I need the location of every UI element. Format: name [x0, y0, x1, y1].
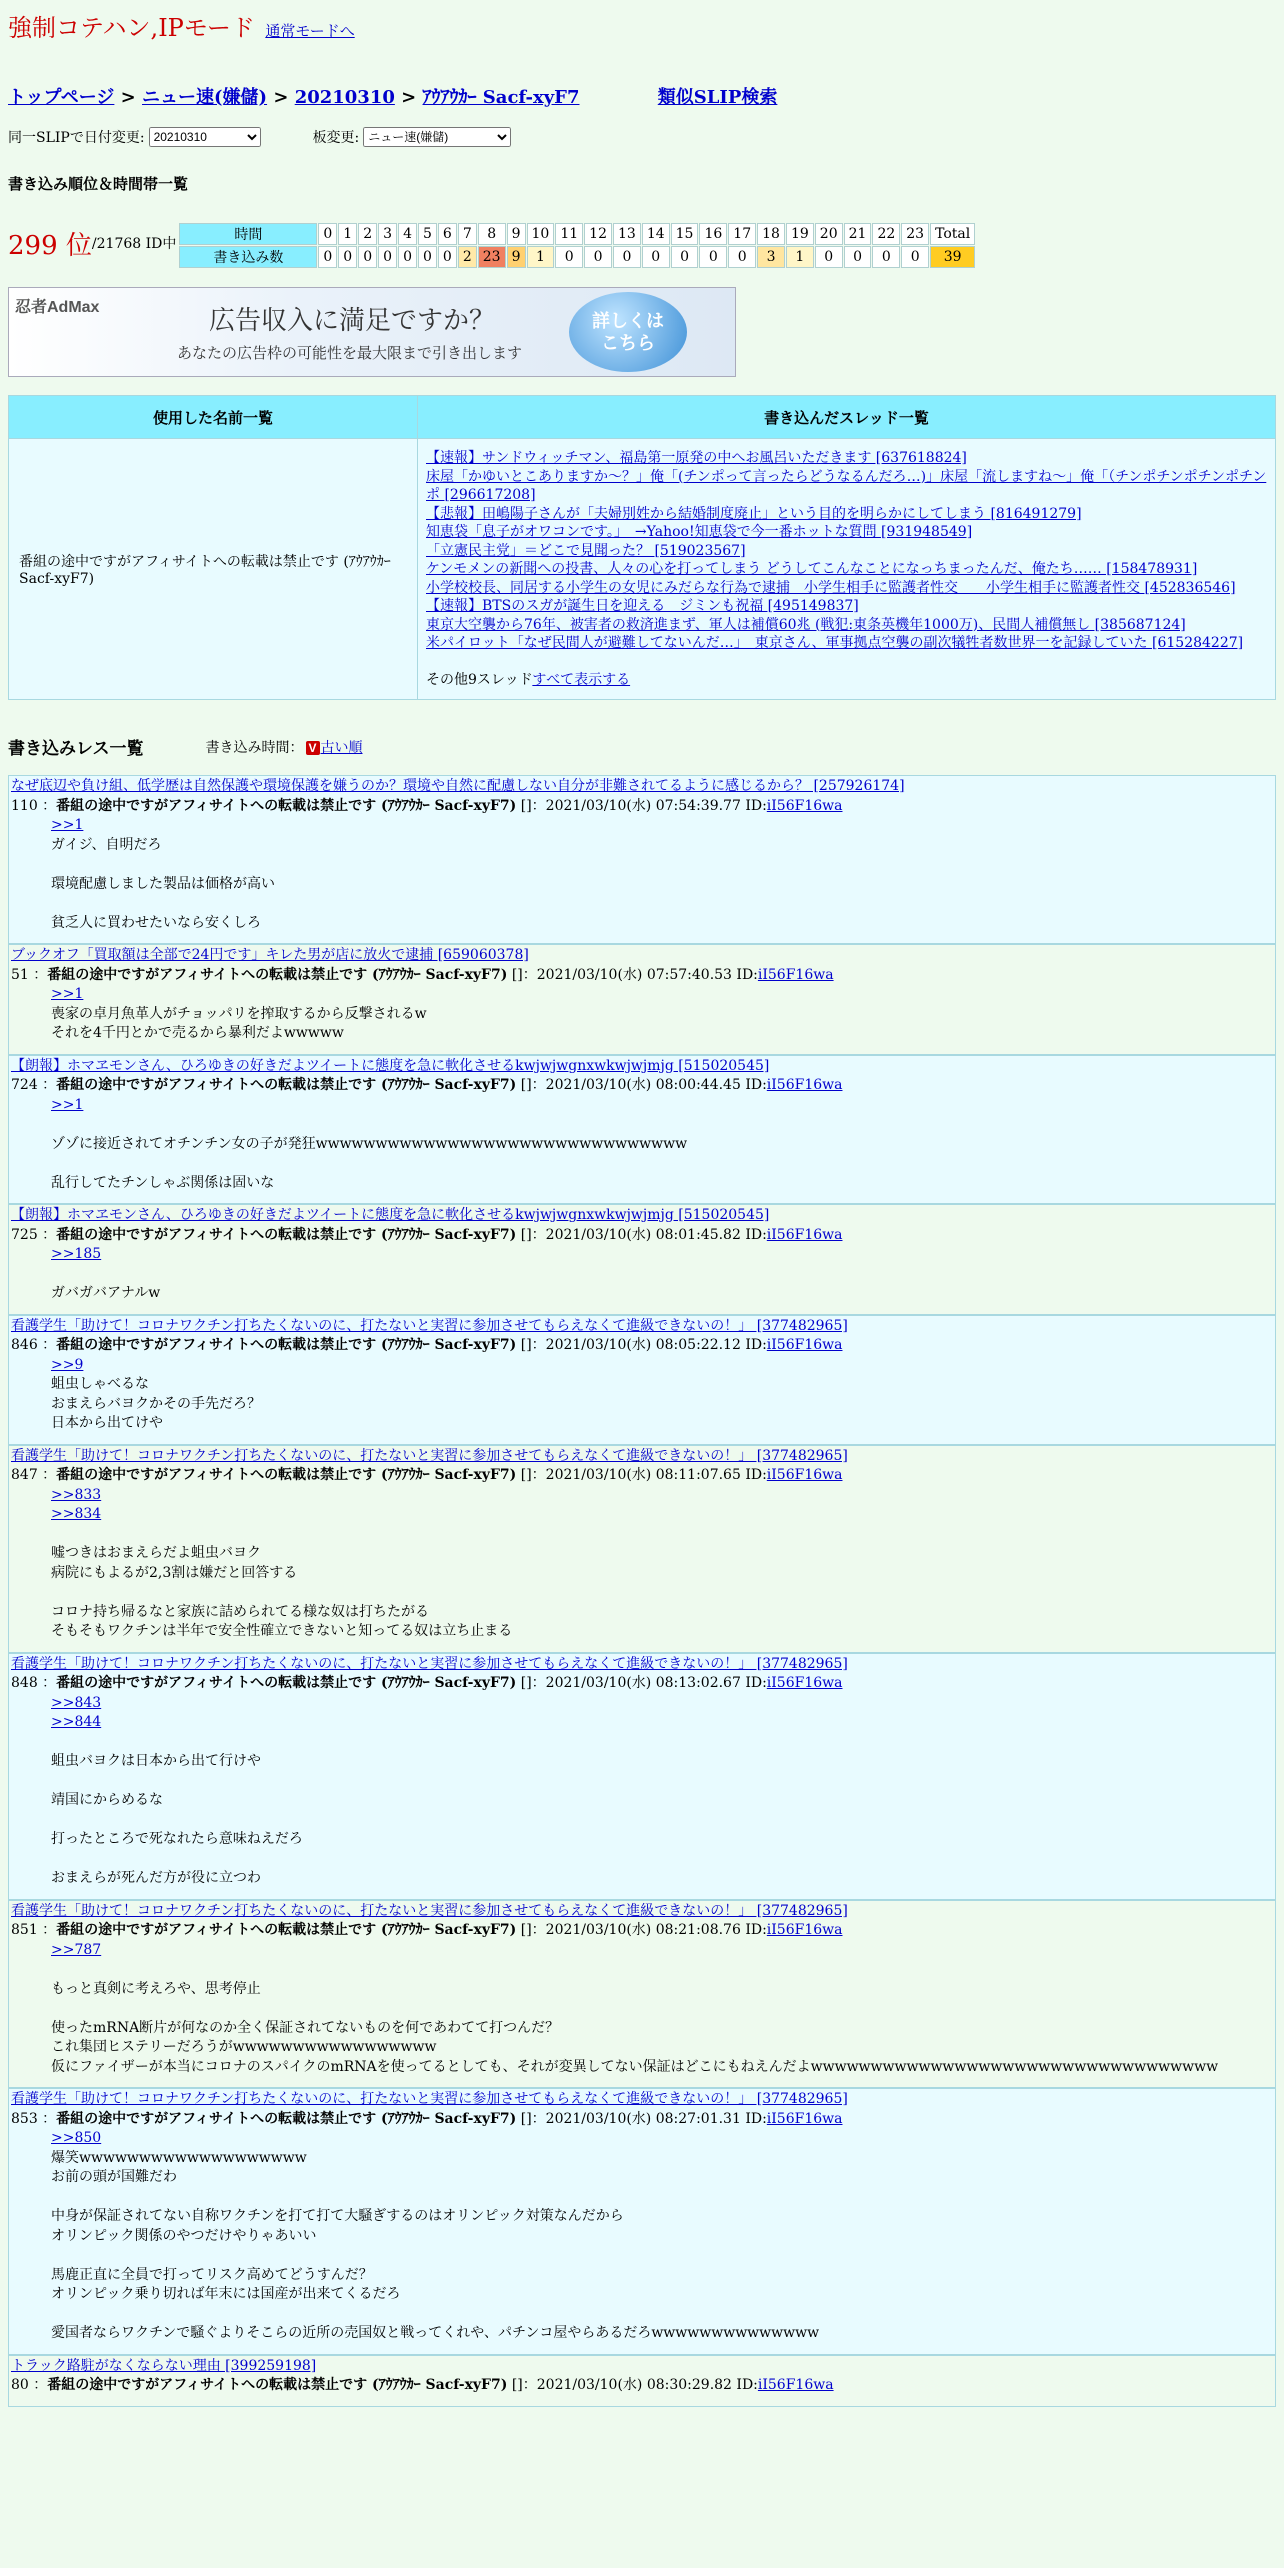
responses-heading: 書き込みレス一覧 [8, 739, 144, 759]
post-id-link[interactable]: iI56F16wa [757, 2377, 834, 2393]
hours-row [179, 223, 975, 245]
breadcrumb-sep: > [267, 87, 295, 108]
post [8, 775, 1276, 944]
rank-box [8, 222, 178, 264]
post [8, 2355, 1276, 2407]
hour-cell: 13 [613, 223, 641, 245]
post-body [51, 1245, 1273, 1304]
post-meta [11, 966, 1273, 986]
post-body [51, 816, 1273, 933]
post-thread-link[interactable]: なぜ底辺や負け組、低学歴は自然保護や環境保護を嫌うのか？環境や自然に配慮しない自分が非難されてるように感じるから？ [257926174] [11, 778, 905, 794]
post [8, 1900, 1276, 2089]
date-select[interactable] [149, 127, 261, 147]
hour-cell: 17 [728, 223, 756, 245]
post-name: 番組の途中ですがアフィサイトへの転載は禁止です (ｱｳｱｳｶｰ Sacf-xyF7) [56, 1675, 517, 1691]
post-text: 喪家の卓月魚革人がチョッパリを搾取するから反撃されるw それを4千円とかで売るから暴利だよwwwww [51, 1005, 427, 1041]
count-cell: 2 [458, 246, 477, 268]
reply-anchor-link[interactable]: >>834 [51, 1506, 102, 1522]
similar-slip-search-link[interactable]: 類似SLIP検索 [657, 87, 778, 108]
post-meta [11, 1336, 1273, 1356]
reply-anchor [51, 1356, 1273, 1376]
count-cell: 0 [338, 246, 357, 268]
count-cell: 39 [930, 246, 975, 268]
post-id-link[interactable]: iI56F16wa [766, 1337, 843, 1353]
post [8, 1204, 1276, 1315]
hour-cell: 20 [815, 223, 843, 245]
thread-item [426, 579, 1267, 598]
count-cell: 0 [901, 246, 929, 268]
hour-cell: 3 [378, 223, 397, 245]
hour-cell: 18 [757, 223, 785, 245]
count-cell: 0 [378, 246, 397, 268]
breadcrumb-board[interactable]: ニュー速(嫌儲) [142, 87, 268, 108]
count-cell: 1 [527, 246, 555, 268]
post-thread [11, 1655, 1273, 1675]
hour-cell: 1 [338, 223, 357, 245]
post-text: もっと真剣に考えろや、思考停止 使ったmRNA断片が何なのか全く保証されてないものを何であわてて打つんだ？ これ集団ヒステリーだろうがwwwwwwwwwwwwwwwww 仮にファイザーが本当にコロナのスパイクのmRNAを使ってるとしても、それが変異してない保証はどこにもねえんだよwwwwwwwwwwwwwwwwwwwwwwwwwwwwwwwwww [51, 1980, 1219, 2075]
thread-item [426, 560, 1267, 579]
date-change-label: 同一SLIPで日付変更: [8, 130, 145, 146]
rank-total: /21768 ID中 [91, 236, 177, 252]
count-cell: 3 [757, 246, 785, 268]
post-number: 848 ： [11, 1675, 57, 1691]
post-thread [11, 1317, 1273, 1337]
select-row [8, 127, 1276, 147]
breadcrumb [8, 83, 1276, 109]
count-cell: 0 [584, 246, 612, 268]
post-body [51, 1096, 1273, 1194]
count-cell: 0 [642, 246, 670, 268]
post-meta [11, 2110, 1273, 2130]
post-date: []：2021/03/10(水) 07:54:39.77 ID: [520, 797, 767, 814]
hour-cell: 23 [901, 223, 929, 245]
reply-anchor-link[interactable]: >>787 [51, 1941, 102, 1958]
thread-item [426, 449, 1267, 468]
post-meta [11, 1226, 1273, 1246]
thread-link[interactable]: 小学校校長、同居する小学生の女児にみだらな行為で逮捕 小学生相手に監護者性交 小学生相手に監護者性交 [452836546] [426, 579, 1236, 596]
post-body [51, 2129, 1273, 2344]
post-name: 番組の途中ですがアフィサイトへの転載は禁止です (ｱｳｱｳｶｰ Sacf-xyF7) [56, 797, 517, 814]
post-name: 番組の途中ですがアフィサイトへの転載は禁止です (ｱｳｱｳｶｰ Sacf-xyF7) [56, 2110, 517, 2127]
reply-anchor-link[interactable]: >>843 [51, 1694, 102, 1711]
count-cell: 0 [872, 246, 900, 268]
count-cell: 0 [398, 246, 417, 268]
count-cell: 0 [438, 246, 457, 268]
post-name: 番組の途中ですがアフィサイトへの転載は禁止です (ｱｳｱｳｶｰ Sacf-xyF7) [56, 1922, 517, 1938]
ad-details-label: 詳しくは こちら [592, 311, 664, 353]
sort-order-icon[interactable]: V [306, 741, 320, 755]
breadcrumb-slip[interactable]: ｱｳｱｳｶｰ Sacf-xyF7 [422, 87, 580, 108]
count-cell: 0 [699, 246, 727, 268]
hour-cell: Total [930, 223, 975, 245]
count-cell: 0 [728, 246, 756, 268]
thread-link[interactable]: 知恵袋「息子がオワコンです。」 →Yahoo!知恵袋で今一番ホットな質問 [931948549] [426, 524, 973, 540]
thread-item [426, 634, 1267, 653]
hour-cell: 12 [584, 223, 612, 245]
post-name: 番組の途中ですがアフィサイトへの転載は禁止です (ｱｳｱｳｶｰ Sacf-xyF7) [56, 1467, 517, 1483]
post-thread [11, 1057, 1273, 1077]
post-text: 蛆虫バヨクは日本から出て行けや 靖国にからめるな 打ったところで死なれたら意味ねえだろ おまえらが死んだ方が役に立つわ [51, 1753, 303, 1886]
reply-anchor-link[interactable]: >>844 [51, 1714, 102, 1730]
post-name: 番組の途中ですがアフィサイトへの転載は禁止です (ｱｳｱｳｶｰ Sacf-xyF7) [47, 966, 508, 983]
post [8, 1445, 1276, 1653]
sort-oldest-link[interactable]: 古い順 [320, 739, 363, 756]
post-thread [11, 1902, 1273, 1922]
post-thread-link[interactable]: 看護学生「助けて！コロナワクチン打ちたくないのに、打たないと実習に参加させてもらえなくて進級できないの！」 [377482965] [11, 1655, 848, 1672]
post-number: 725 ： [11, 1226, 57, 1243]
thread-item [426, 505, 1267, 524]
post-thread-link[interactable]: 看護学生「助けて！コロナワクチン打ちたくないのに、打たないと実習に参加させてもらえなくて進級できないの！」 [377482965] [11, 2091, 848, 2107]
board-select[interactable] [363, 127, 511, 147]
post [8, 1055, 1276, 1205]
post-date: []：2021/03/10(水) 07:57:40.53 ID: [511, 966, 758, 983]
post-text: 蛆虫しゃべるな おまえらバヨクかその手先だろ？ 日本から出てけや [51, 1376, 261, 1431]
names-column-header: 使用した名前一覧 [9, 396, 418, 439]
reply-anchor [51, 1245, 1273, 1265]
post-meta [11, 1076, 1273, 1096]
count-cell: 0 [671, 246, 699, 268]
responses-header [8, 734, 1276, 759]
post-name: 番組の途中ですがアフィサイトへの転載は禁止です (ｱｳｱｳｶｰ Sacf-xyF7) [56, 1077, 517, 1093]
post-name: 番組の途中ですがアフィサイトへの転載は禁止です (ｱｳｱｳｶｰ Sacf-xyF7) [56, 1337, 517, 1353]
thread-item [426, 468, 1267, 505]
post-thread-link[interactable]: トラック路駐がなくならない理由 [399259198] [11, 2357, 317, 2374]
thread-link[interactable]: ケンモメンの新聞への投書、人々の心を打ってしまう どうしてこんなことになっちまったんだ、俺たち…… [158478931] [426, 561, 1198, 577]
breadcrumb-date[interactable]: 20210310 [294, 87, 395, 108]
thread-item [426, 616, 1267, 635]
post-name: 番組の途中ですがアフィサイトへの転載は禁止です (ｱｳｱｳｶｰ Sacf-xyF7) [47, 2377, 508, 2393]
hour-cell: 16 [699, 223, 727, 245]
count-cell: 9 [507, 246, 526, 268]
posts-list [8, 775, 1276, 2407]
post-body [51, 1694, 1273, 1889]
post-text: ゾゾに接近されてオチンチン女の子が発狂wwwwwwwwwwwwwwwwwwwwwwwwwwwwwww 乱行してたチンしゃぶ関係は固いな [51, 1135, 688, 1191]
reply-anchor-link[interactable]: >>9 [51, 1356, 84, 1373]
hour-cell: 9 [507, 223, 526, 245]
reply-anchor [51, 1713, 1273, 1733]
post-body [51, 1356, 1273, 1434]
count-cell: 0 [358, 246, 377, 268]
names-threads-table [8, 395, 1276, 700]
post-date: []：2021/03/10(水) 08:27:01.31 ID: [520, 2110, 767, 2127]
mode-header [8, 8, 1276, 43]
post-thread-link[interactable]: ブックオフ「買取額は全部で24円です」キレた男が店に放火で逮捕 [659060378] [11, 947, 529, 963]
ad-logo: 忍者AdMax [15, 299, 100, 316]
hour-cell: 4 [398, 223, 417, 245]
post [8, 1653, 1276, 1900]
board-change-label: 板変更: [312, 130, 360, 146]
thread-link[interactable]: 米パイロット「なぜ民間人が避難してないんだ…」 東京さん、軍事拠点空襲の副次犠牲者数世界一を記録していた [615284227] [426, 635, 1244, 651]
thread-link[interactable]: 「立憲民主党」＝どこで見聞った？ [519023567] [426, 542, 746, 559]
hour-cell: 0 [318, 223, 337, 245]
reply-anchor [51, 1505, 1273, 1525]
threads-column-header: 書き込んだスレッド一覧 [418, 396, 1276, 439]
reply-anchor [51, 1096, 1273, 1116]
counts-row [179, 246, 975, 268]
post-id-link[interactable]: iI56F16wa [766, 1675, 843, 1691]
post-number: 110 ： [11, 797, 57, 814]
post-meta [11, 1466, 1273, 1486]
counts-row-label: 書き込み数 [179, 246, 317, 268]
sort-control [206, 737, 363, 757]
hour-cell: 7 [458, 223, 477, 245]
count-cell: 0 [815, 246, 843, 268]
hour-cell: 5 [418, 223, 437, 245]
post-date: []：2021/03/10(水) 08:13:02.67 ID: [520, 1675, 767, 1691]
hour-cell: 22 [872, 223, 900, 245]
post-body [51, 1486, 1273, 1642]
post-name: 番組の途中ですがアフィサイトへの転載は禁止です (ｱｳｱｳｶｰ Sacf-xyF7) [56, 1226, 517, 1243]
post-text: 嘘つきはおまえらだよ蛆虫バヨク 病院にもよるが2,3割は嫌だと回答する コロナ持ち帰るなと家族に詰められてる様な奴は打ちたがる そもそもワクチンは半年で安全性確立できないと知ってる奴は立ち止まる [51, 1545, 513, 1639]
used-name: 番組の途中ですがアフィサイトへの転載は禁止です (ｱｳｱｳｶｰ Sacf-xyF7) [9, 439, 418, 700]
post-date: []：2021/03/10(水) 08:01:45.82 ID: [520, 1226, 767, 1243]
reply-anchor-link[interactable]: >>833 [51, 1486, 102, 1503]
hourly-table [178, 222, 976, 269]
reply-anchor [51, 1486, 1273, 1506]
post-id-link[interactable]: iI56F16wa [766, 2110, 843, 2127]
breadcrumb-sep: > [114, 87, 143, 108]
mode-title: 強制コテハン,IPモード [8, 14, 255, 42]
count-cell: 0 [318, 246, 337, 268]
count-cell: 0 [844, 246, 872, 268]
reply-anchor [51, 816, 1273, 836]
post-thread [11, 2090, 1273, 2110]
count-cell: 0 [418, 246, 437, 268]
post-number: 846 ： [11, 1337, 57, 1353]
thread-links [426, 449, 1267, 653]
thread-item [426, 523, 1267, 542]
post-id-link[interactable]: iI56F16wa [766, 1467, 843, 1483]
post-body [51, 1941, 1273, 2078]
show-all-threads-link[interactable]: すべて表示する [532, 671, 631, 688]
reply-anchor [51, 1941, 1273, 1961]
post-id-link[interactable]: iI56F16wa [766, 1922, 843, 1938]
thread-list [418, 439, 1276, 700]
count-cell: 1 [786, 246, 814, 268]
post-meta [11, 1674, 1273, 1694]
post [8, 944, 1276, 1055]
normal-mode-link[interactable]: 通常モードへ [265, 22, 355, 40]
post-id-link[interactable]: iI56F16wa [757, 966, 834, 983]
post-meta [11, 2376, 1273, 2396]
post [8, 2088, 1276, 2355]
thread-link[interactable]: 【速報】BTSのスガが誕生日を迎える ジミンも祝福 [495149837] [426, 598, 859, 614]
count-cell: 0 [555, 246, 583, 268]
thread-item [426, 542, 1267, 561]
reply-anchor-link[interactable]: >>1 [51, 1096, 84, 1113]
hour-cell: 8 [478, 223, 506, 245]
ad-headline: 広告収入に満足ですか？ [209, 305, 496, 335]
thread-link[interactable]: 【悲報】田嶋陽子さんが「夫婦別姓から結婚制度廃止」という目的を明らかにしてしまう [816491279] [426, 505, 1082, 522]
post-id-link[interactable]: iI56F16wa [766, 797, 843, 814]
post-thread [11, 777, 1273, 797]
post-number: 80 ： [11, 2377, 48, 2393]
hour-cell: 21 [844, 223, 872, 245]
hour-cell: 19 [786, 223, 814, 245]
hour-cell: 10 [527, 223, 555, 245]
reply-anchor [51, 1694, 1273, 1714]
hours-row-label: 時間 [179, 223, 317, 245]
reply-anchor-link[interactable]: >>185 [51, 1246, 102, 1262]
post [8, 1315, 1276, 1445]
post-date: []：2021/03/10(水) 08:05:22.12 ID: [520, 1337, 767, 1353]
other-threads [426, 671, 1267, 690]
hour-cell: 14 [642, 223, 670, 245]
hour-cell: 2 [358, 223, 377, 245]
hour-cell: 6 [438, 223, 457, 245]
post-id-link[interactable]: iI56F16wa [766, 1226, 843, 1243]
thread-item [426, 597, 1267, 616]
other-threads-count: その他9スレッド [426, 671, 533, 688]
post-meta [11, 797, 1273, 817]
hour-cell: 11 [555, 223, 583, 245]
post-meta [11, 1921, 1273, 1941]
post-thread [11, 2357, 1273, 2377]
count-cell: 0 [613, 246, 641, 268]
post-thread-link[interactable]: 【朗報】ホマヱモンさん、ひろゆきの好きだよツイートに態度を急に軟化させるkwjwjwgnxwkwjwjmjg [515020545] [11, 1207, 770, 1223]
post-thread-link[interactable]: 看護学生「助けて！コロナワクチン打ちたくないのに、打たないと実習に参加させてもらえなくて進級できないの！」 [377482965] [11, 1447, 848, 1464]
ad-subtext: あなたの広告枠の可能性を最大限まで引き出します [177, 345, 523, 362]
post-body [51, 985, 1273, 1044]
ranking-row [8, 222, 1276, 269]
post-thread-link[interactable]: 看護学生「助けて！コロナワクチン打ちたくないのに、打たないと実習に参加させてもらえなくて進級できないの！」 [377482965] [11, 1902, 848, 1919]
ad-details-button[interactable] [569, 292, 687, 372]
thread-link[interactable]: 床屋「かゆいとこありますか～？」俺「(チンポって言ったらどうなるんだろ…)」床屋「流しますね～」俺「（チンポチンポチンポチンポ [296617208] [426, 468, 1267, 503]
post-thread [11, 946, 1273, 966]
post-text: ガバガバアナルw [51, 1285, 161, 1301]
post-date: []：2021/03/10(水) 08:00:44.45 ID: [520, 1077, 767, 1093]
thread-link[interactable]: 東京大空襲から76年、被害者の救済進まず、軍人は補償60兆 (戦犯:東条英機年1000万)、民間人補償無し [385687124] [426, 616, 1186, 633]
post-number: 724 ： [11, 1077, 57, 1093]
rank-number: 299 位 [8, 230, 92, 261]
post-date: []：2021/03/10(水) 08:21:08.76 ID: [520, 1922, 767, 1938]
post-number: 851 ： [11, 1922, 57, 1938]
ranking-heading: 書き込み順位＆時間帯一覧 [8, 175, 189, 193]
post-date: []：2021/03/10(水) 08:11:07.65 ID: [520, 1467, 767, 1483]
post-thread-link[interactable]: 看護学生「助けて！コロナワクチン打ちたくないのに、打たないと実習に参加させてもらえなくて進級できないの！」 [377482965] [11, 1317, 848, 1334]
reply-anchor-link[interactable]: >>1 [51, 986, 84, 1002]
reply-anchor-link[interactable]: >>1 [51, 817, 84, 833]
post-thread [11, 1206, 1273, 1226]
post-text: ガイジ、自明だろ 環境配慮しました製品は価格が高い 貧乏人に買わせたいなら安くしろ [51, 836, 275, 931]
sort-label: 書き込み時間： [205, 739, 304, 756]
post-thread [11, 1447, 1273, 1467]
breadcrumb-top[interactable]: トップページ [8, 87, 115, 108]
ad-banner[interactable] [8, 287, 736, 377]
hour-cell: 15 [671, 223, 699, 245]
post-number: 51 ： [11, 966, 48, 983]
breadcrumb-sep: > [394, 87, 423, 108]
reply-anchor-link[interactable]: >>850 [51, 2130, 102, 2146]
thread-link[interactable]: 【速報】サンドウィッチマン、福島第一原発の中へお風呂いただきます [637618824] [426, 450, 967, 466]
post-id-link[interactable]: iI56F16wa [766, 1077, 843, 1093]
post-number: 847 ： [11, 1467, 57, 1483]
count-cell: 23 [478, 246, 506, 268]
reply-anchor [51, 2129, 1273, 2149]
post-date: []：2021/03/10(水) 08:30:29.82 ID: [511, 2377, 758, 2393]
post-number: 853 ： [11, 2110, 57, 2127]
post-text: 爆笑wwwwwwwwwwwwwwwwwww お前の頭が国難だわ 中身が保証されてない自称ワクチンを打て打て大騒ぎするのはオリンピック対策なんだから オリンピック関係のやつだけやりゃあいい 馬鹿正直に全員で打ってリスク高めてどうすんだ？ オリンピック乗り切れば年末には国産が出来てくるだろ 愛国者ならワクチンで騒ぐよりそこらの近所の売国奴と戦ってくれや、パチンコ屋やらあるだろwwwwwwwwwwwwww [51, 2149, 820, 2341]
reply-anchor [51, 985, 1273, 1005]
post-thread-link[interactable]: 【朗報】ホマヱモンさん、ひろゆきの好きだよツイートに態度を急に軟化させるkwjwjwgnxwkwjwjmjg [515020545] [11, 1057, 770, 1074]
